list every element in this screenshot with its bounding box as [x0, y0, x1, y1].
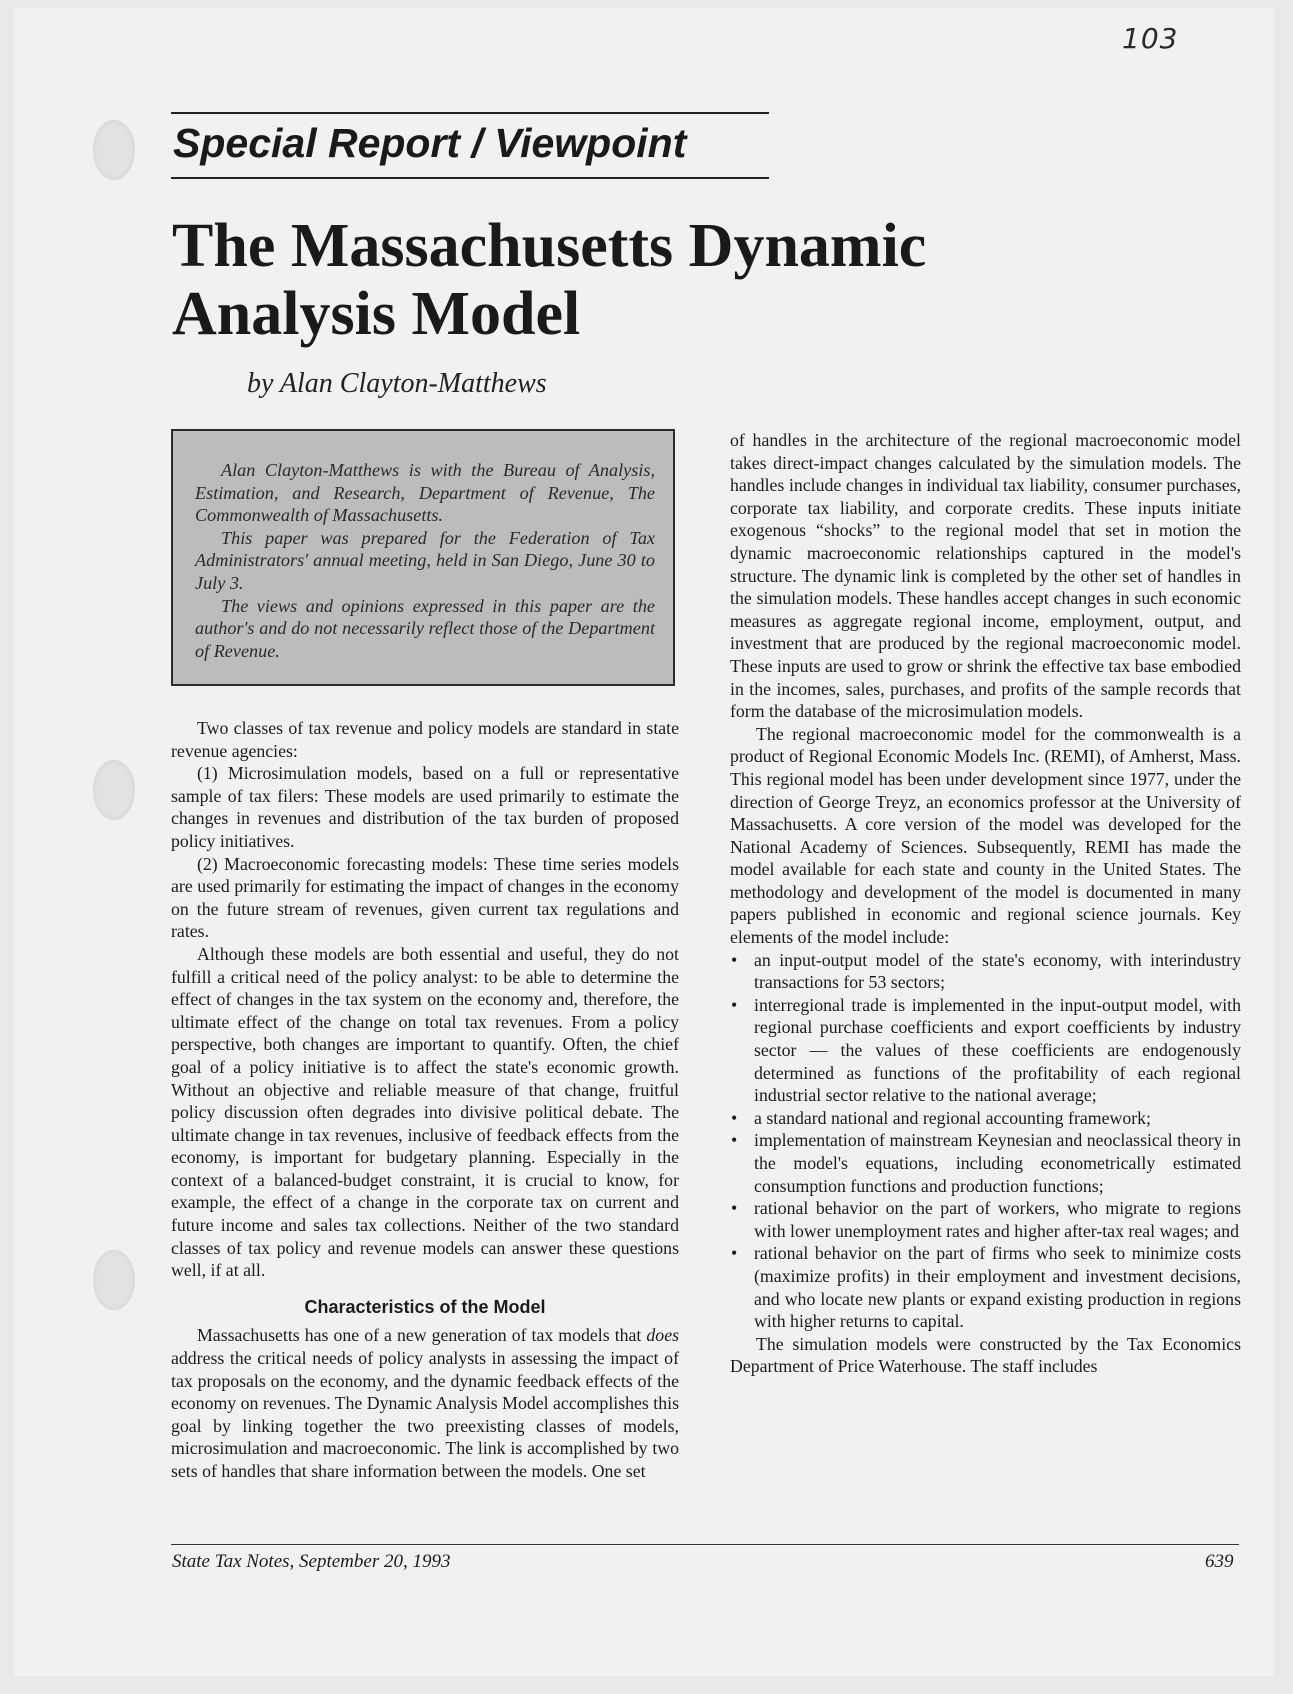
footer-page-number: 639 [1205, 1551, 1234, 1572]
handwritten-page-number: 103 [1122, 22, 1179, 55]
body-paragraph: Although these models are both essential and useful, they do not fulfill a critical need of the policy analyst: to be able to determine the effect of changes in the tax system on the economy and, therefore, the ultimate effect of the change on total tax revenues. From a policy perspective, both changes are important to quantify. Often, the chief goal of a policy initiative is to affect the state's economic growth. Without an objective and reliable measure of that change, fruitful policy discussion often degrades into divisive political debate. The ultimate change in tax revenues, inclusive of feedback effects from the economy, is important for budgetary planning. Especially in the context of a balanced-budget constraint, it is crucial to know, for example, the effect of a change in the corporate tax on current and future income and sales tax collections. Neither of the two standard classes of tax policy and revenue models can answer these questions well, if at all. [171, 943, 679, 1281]
binder-hole [93, 120, 135, 180]
binder-hole [93, 1250, 135, 1310]
section-heading: Special Report / Viewpoint [173, 120, 687, 166]
key-elements-list [730, 949, 1241, 1333]
body-paragraph: Massachusetts has one of a new generation of tax models that does address the critical needs of policy analysts in assessing the impact of tax proposals on the economy, and the dynamic feedback effects of the economy on revenues. The Dynamic Analysis Model accomplishes this goal by linking together the two preexisting classes of models, microsimulation and macroeconomic. The link is accomplished by two sets of handles that share information between the models. One set [171, 1325, 679, 1481]
footer-source: State Tax Notes, September 20, 1993 [172, 1551, 451, 1572]
body-paragraph: The simulation models were constructed by the Tax Economics Department of Price Waterhouse. The staff includes [730, 1333, 1241, 1377]
list-item: • a standard national and regional accounting framework; [731, 1107, 1151, 1128]
list-item: • rational behavior on the part of firms who seek to minimize costs (maximize profits) in their employment and investment decisions, and who locate new plants or expand existing production in regions with higher returns to capital. [731, 1243, 1241, 1332]
left-column [171, 717, 679, 1483]
body-paragraph: Two classes of tax revenue and policy models are standard in state revenue agencies: [171, 718, 679, 761]
byline: by Alan Clayton-Matthews [247, 368, 547, 399]
footer-rule [171, 1544, 1239, 1545]
list-item: • an input-output model of the state's economy, with interindustry transactions for 53 sectors; [731, 949, 1241, 993]
bio-paragraph: This paper was prepared for the Federation of Tax Administrators' annual meeting, held in San Diego, June 30 to July 3. [195, 527, 655, 593]
header-rule-top [171, 112, 769, 114]
right-column [730, 429, 1241, 1378]
body-paragraph: of handles in the architecture of the regional macroeconomic model takes direct-impact changes calculated by the simulation models. The handles include changes in individual tax liability, consumer purchases, corporate tax liability, and corporate credits. These inputs initiate exogenous “shocks” to the regional model that set in motion the dynamic macroeconomic relationships captured in the model's structure. The dynamic link is completed by the other set of handles in the simulation models. These handles accept changes in such economic measures as aggregate regional income, employment, output, and investment that are produced by the regional macroeconomic model. These inputs are used to grow or shrink the effective tax base embodied in the incomes, sales, purchases, and profits of the sample records that form the database of the microsimulation models. [730, 430, 1241, 722]
bio-paragraph: The views and opinions expressed in this paper are the author's and do not necessarily reflect those of the Department of Revenue. [195, 595, 655, 661]
body-paragraph: The regional macroeconomic model for the commonwealth is a product of Regional Economic Models Inc. (REMI), of Amherst, Mass. This regional model has been under development since 1977, under the direction of George Treyz, an economics professor at the University of Massachusetts. A core version of the model was developed for the National Academy of Sciences. Subsequently, REMI has made the model available for each state and county in the United States. The methodology and development of the model is documented in many papers published in economic and regional science journals. Key elements of the model include: [730, 723, 1241, 948]
list-item: • rational behavior on the part of workers, who migrate to regions with lower unemployment rates and higher after-tax real wages; and [731, 1198, 1241, 1241]
article-title: The Massachusetts Dynamic Analysis Model [172, 212, 927, 348]
body-paragraph: (2) Macroeconomic forecasting models: These time series models are used primarily for estimating the impact of changes in the economy on the future stream of revenues, given current tax regulations and rates. [171, 853, 679, 942]
list-item: • interregional trade is implemented in the input-output model, with regional purchase coefficients and export coefficients by industry sector — the values of these coefficients are endogenously determined as functions of the profitability of each regional industrial sector relative to the national average; [731, 994, 1241, 1106]
author-bio-box [171, 429, 675, 686]
header-rule-bottom [171, 177, 769, 179]
binder-hole [93, 760, 135, 820]
section-subheading: Characteristics of the Model [304, 1296, 546, 1317]
body-paragraph: (1) Microsimulation models, based on a full or representative sample of tax filers: These models are used primarily to estimate the changes in revenues and distribution of the tax burden of proposed policy initiatives. [171, 763, 679, 851]
list-item: • implementation of mainstream Keynesian and neoclassical theory in the model's equations, including econometrically estimated consumption functions and production functions; [731, 1130, 1241, 1196]
bio-paragraph: Alan Clayton-Matthews is with the Bureau of Analysis, Estimation, and Research, Department of Revenue, The Commonwealth of Massachusetts. [195, 460, 655, 526]
